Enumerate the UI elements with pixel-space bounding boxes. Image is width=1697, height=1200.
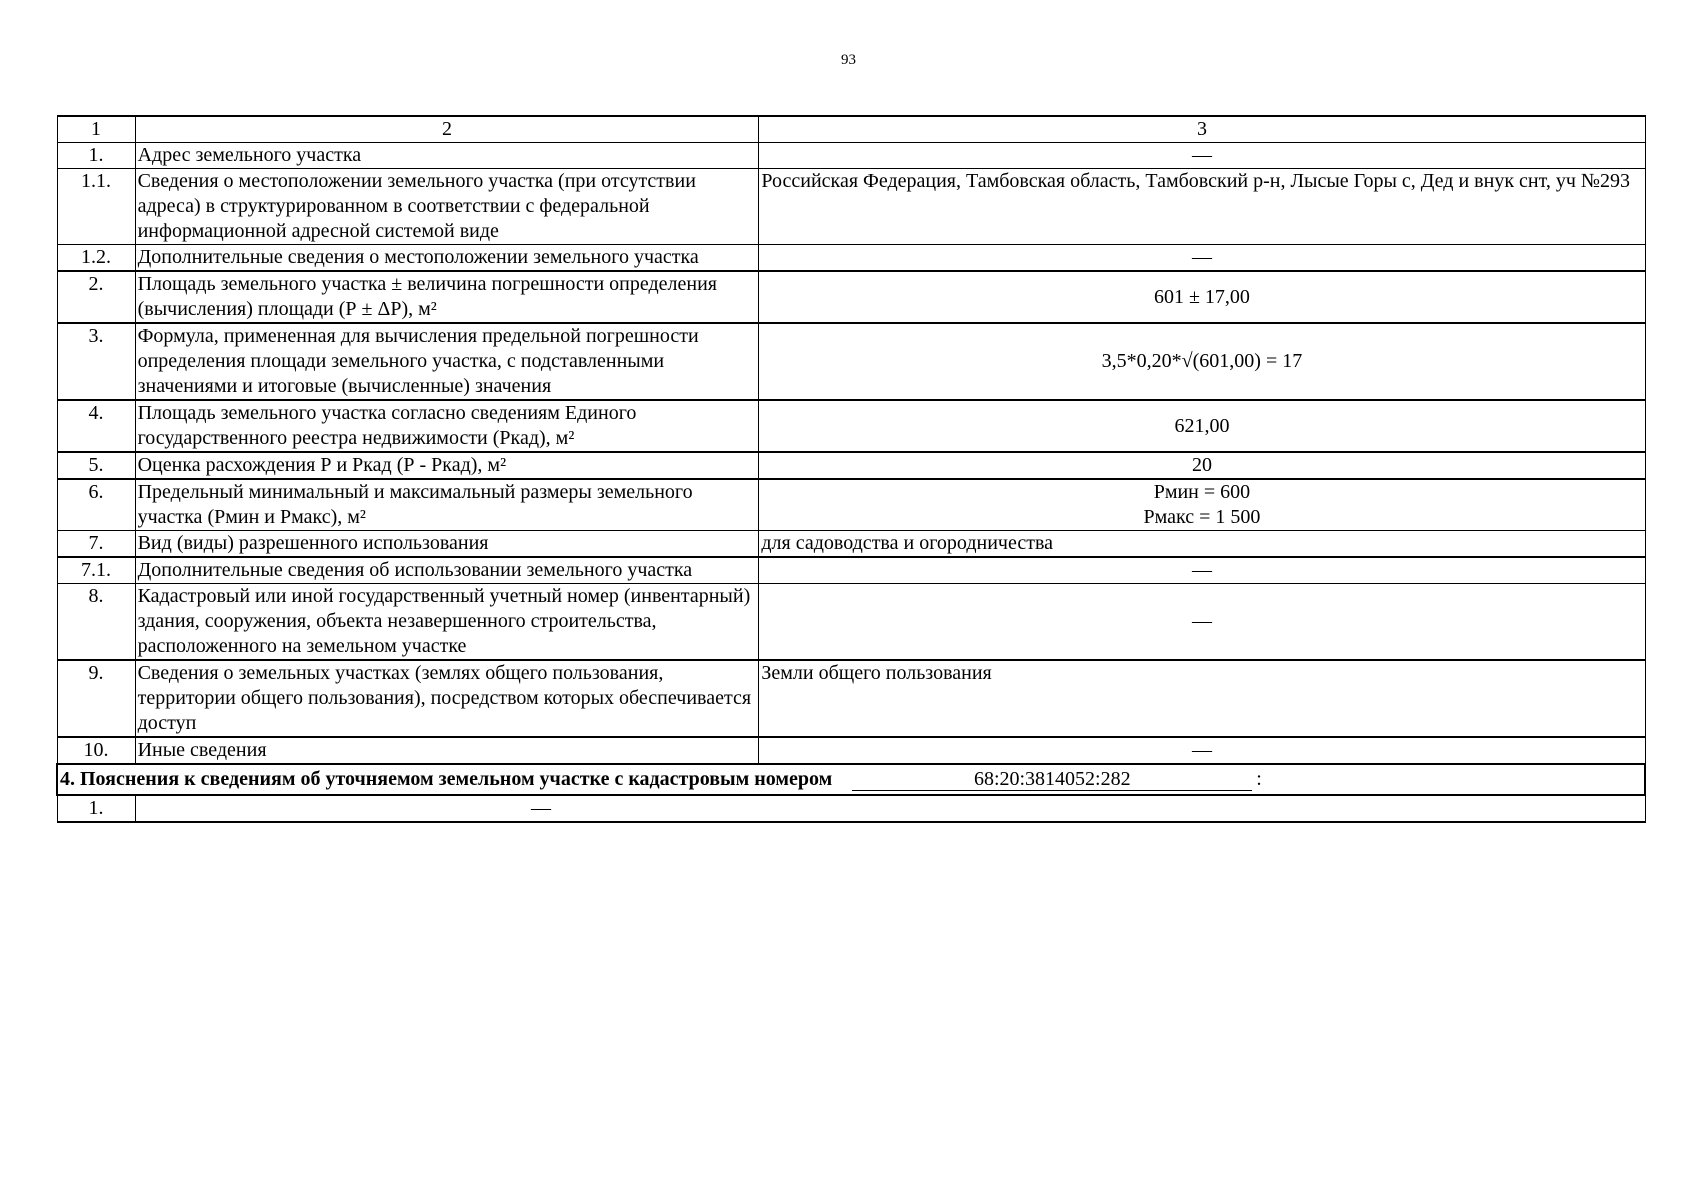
row-number: 1.2.: [57, 245, 135, 272]
row-number: 9.: [57, 660, 135, 737]
row-label: Дополнительные сведения о местоположении земельного участка: [135, 245, 759, 272]
row-value: —: [759, 143, 1645, 169]
land-plot-info-table: [56, 115, 1646, 823]
section-4-heading: [57, 764, 1645, 795]
row-label: Предельный минимальный и максимальный размеры земельного участка (Рмин и Рмакс), м²: [135, 479, 759, 531]
row-value: 621,00: [759, 400, 1645, 452]
table-row: [57, 795, 1645, 822]
table-row: [57, 271, 1645, 323]
table-row: [57, 245, 1645, 272]
row-label: Вид (виды) разрешенного использования: [135, 531, 759, 558]
header-col-2: 2: [135, 116, 759, 143]
section-4-suffix: :: [1256, 768, 1262, 790]
row-number: 6.: [57, 479, 135, 531]
header-col-1: 1: [57, 116, 135, 143]
table-row: [57, 323, 1645, 400]
page-number: 93: [841, 52, 856, 68]
row-value: 3,5*0,20*√(601,00) = 17: [759, 323, 1645, 400]
cadastral-number: 68:20:3814052:282: [852, 768, 1252, 791]
table-row: [57, 479, 1645, 531]
row-number: 1.: [57, 795, 135, 822]
table-row: [57, 584, 1645, 661]
row-number: 3.: [57, 323, 135, 400]
table-row: [57, 557, 1645, 584]
row-value: для садоводства и огородничества: [759, 531, 1645, 558]
row-value: Российская Федерация, Тамбовская область, Тамбовский р-н, Лысые Горы с, Дед и внук снт, уч №293: [759, 169, 1645, 245]
row-number: 8.: [57, 584, 135, 661]
row-number: 5.: [57, 452, 135, 479]
row-value: —: [759, 737, 1645, 764]
table-row: [57, 660, 1645, 737]
row-label: Адрес земельного участка: [135, 143, 759, 169]
row-label: Кадастровый или иной государственный учетный номер (инвентарный) здания, сооружения, объекта незавершенного строительства, расположенного на земельном участке: [135, 584, 759, 661]
row-label: Площадь земельного участка согласно сведениям Единого государственного реестра недвижимости (Ркад), м²: [135, 400, 759, 452]
row-label: Иные сведения: [135, 737, 759, 764]
max-size-value: Рмакс = 1 500: [1143, 506, 1261, 528]
row-label: Сведения о земельных участках (землях общего пользования, территории общего пользования), посредством которых обеспечивается доступ: [135, 660, 759, 737]
row-number: 10.: [57, 737, 135, 764]
header-row: [57, 116, 1645, 143]
table-row: [57, 452, 1645, 479]
row-number: 4.: [57, 400, 135, 452]
header-col-3: 3: [759, 116, 1645, 143]
row-value: —: [759, 245, 1645, 272]
table-row: [57, 531, 1645, 558]
section-4-heading-row: [57, 764, 1645, 795]
table-row: [57, 737, 1645, 764]
row-value: —: [759, 557, 1645, 584]
row-number: 1.1.: [57, 169, 135, 245]
section-4-title: 4. Пояснения к сведениям об уточняемом земельном участке с кадастровым номером: [60, 768, 833, 790]
row-value: —: [759, 584, 1645, 661]
row-label: Площадь земельного участка ± величина погрешности определения (вычисления) площади (Р ± ΔР), м²: [135, 271, 759, 323]
row-number: 1.: [57, 143, 135, 169]
row-label: Сведения о местоположении земельного участка (при отсутствии адреса) в структурированном в соответствии с федеральной информационной адресной системой виде: [135, 169, 759, 245]
row-value: Земли общего пользования: [759, 660, 1645, 737]
row-value: [759, 479, 1645, 531]
row-number: 7.: [57, 531, 135, 558]
row-label: Формула, примененная для вычисления предельной погрешности определения площади земельного участка, с подставленными значениями и итоговые (вычисленные) значения: [135, 323, 759, 400]
row-number: 7.1.: [57, 557, 135, 584]
table-row: [57, 400, 1645, 452]
row-number: 2.: [57, 271, 135, 323]
row-value: —: [135, 795, 1645, 822]
table-row: [57, 143, 1645, 169]
min-size-value: Рмин = 600: [1153, 481, 1251, 503]
row-value: 20: [759, 452, 1645, 479]
row-label: Оценка расхождения Р и Ркад (Р - Ркад), м²: [135, 452, 759, 479]
table-row: [57, 169, 1645, 245]
row-value: 601 ± 17,00: [759, 271, 1645, 323]
row-label: Дополнительные сведения об использовании земельного участка: [135, 557, 759, 584]
